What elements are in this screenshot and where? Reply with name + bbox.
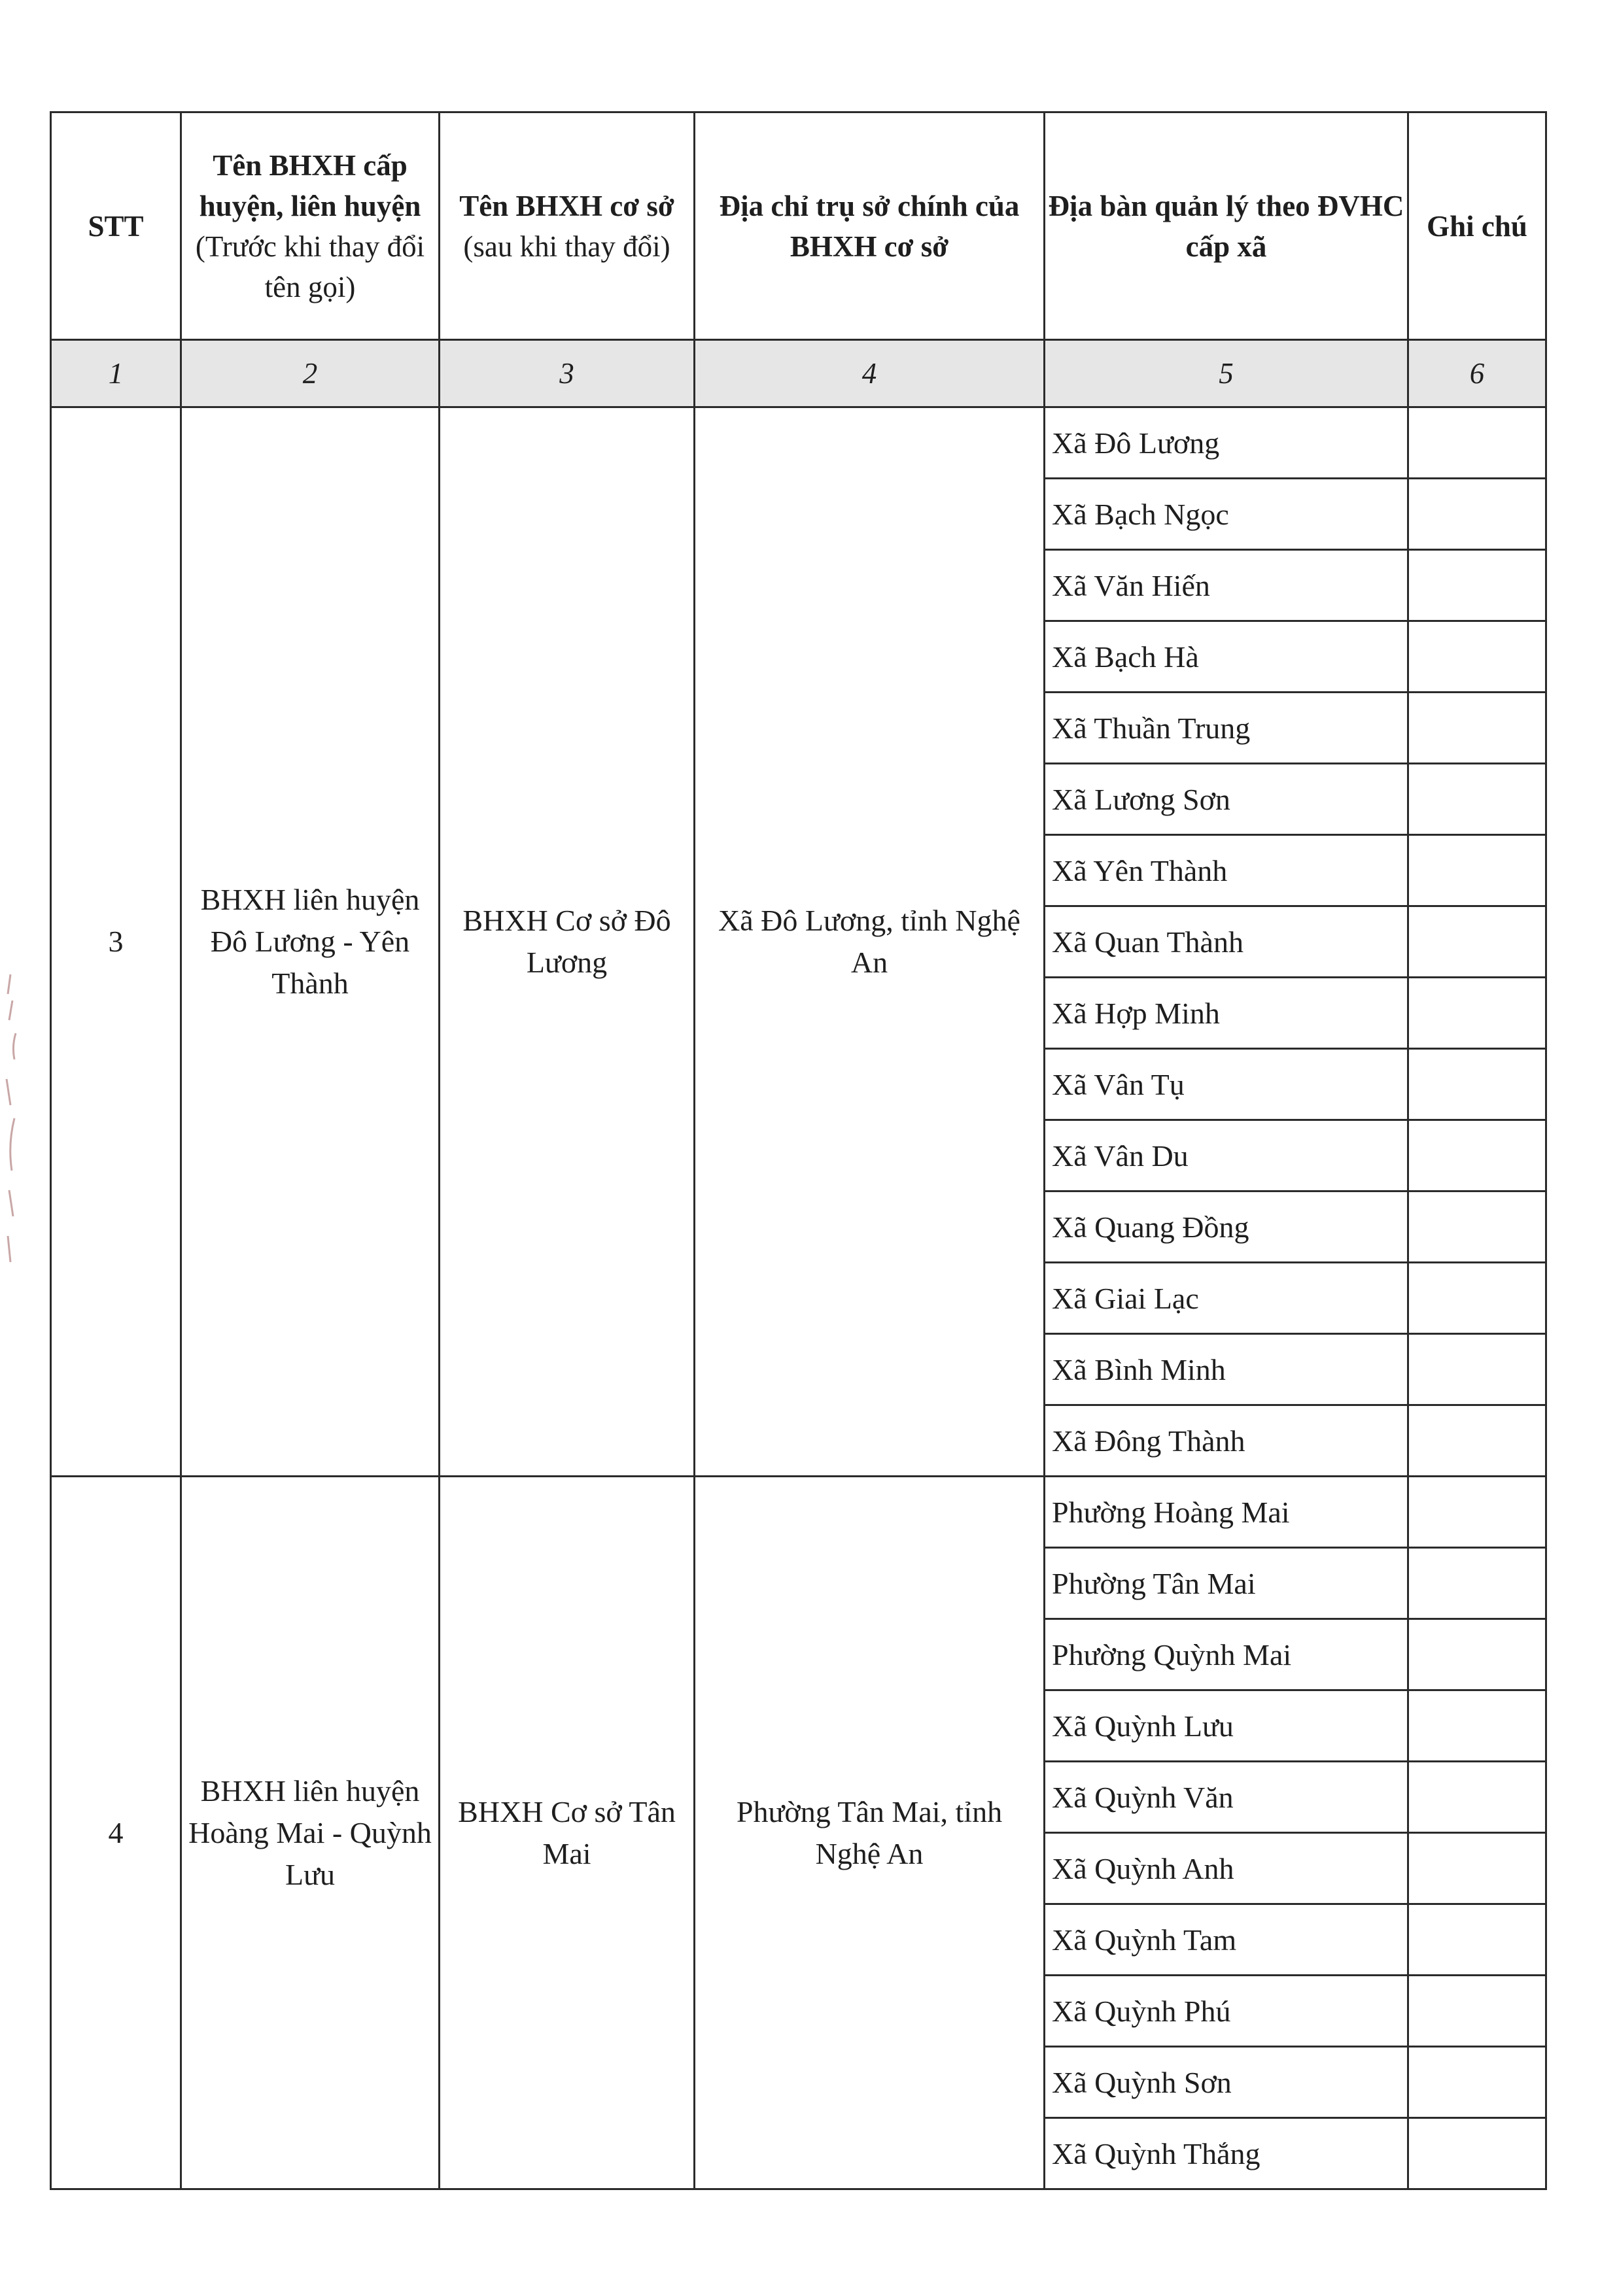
new-name-cell: BHXH Cơ sở Tân Mai — [440, 1477, 695, 2189]
ward-cell: Xã Bình Minh — [1045, 1334, 1408, 1405]
note-cell — [1408, 1263, 1546, 1334]
ward-cell: Xã Hợp Minh — [1045, 978, 1408, 1049]
column-number-row — [51, 340, 1546, 407]
new-name-cell: BHXH Cơ sở Đô Lương — [440, 407, 695, 1477]
note-cell — [1408, 1690, 1546, 1762]
stt-cell: 4 — [51, 1477, 181, 2189]
ward-cell: Xã Quỳnh Tam — [1045, 1904, 1408, 1976]
note-cell — [1408, 407, 1546, 479]
margin-stamp-mark — [3, 974, 29, 1262]
note-cell — [1408, 1049, 1546, 1120]
ward-cell: Xã Quan Thành — [1045, 906, 1408, 978]
ward-cell: Xã Quỳnh Phú — [1045, 1976, 1408, 2047]
note-cell — [1408, 479, 1546, 550]
note-cell — [1408, 1548, 1546, 1619]
column-number: 6 — [1408, 340, 1546, 407]
ward-cell: Xã Thuần Trung — [1045, 693, 1408, 764]
ward-cell: Xã Quỳnh Sơn — [1045, 2047, 1408, 2118]
admin-unit-table — [50, 111, 1547, 2190]
document-page — [50, 111, 1545, 2190]
ward-cell: Xã Đông Thành — [1045, 1405, 1408, 1477]
stt-cell: 3 — [51, 407, 181, 1477]
ward-cell: Phường Quỳnh Mai — [1045, 1619, 1408, 1690]
address-cell: Xã Đô Lương, tỉnh Nghệ An — [695, 407, 1045, 1477]
header-stt: STT — [51, 112, 181, 340]
column-number: 4 — [695, 340, 1045, 407]
header-old-name: Tên BHXH cấp huyện, liên huyện (Trước khi thay đổi tên gọi) — [181, 112, 440, 340]
note-cell — [1408, 906, 1546, 978]
column-number: 3 — [440, 340, 695, 407]
ward-cell: Xã Bạch Ngọc — [1045, 479, 1408, 550]
ward-cell: Xã Đô Lương — [1045, 407, 1408, 479]
note-cell — [1408, 1976, 1546, 2047]
ward-cell: Xã Bạch Hà — [1045, 621, 1408, 693]
note-cell — [1408, 978, 1546, 1049]
header-area: Địa bàn quản lý theo ĐVHC cấp xã — [1045, 112, 1408, 340]
ward-cell: Xã Lương Sơn — [1045, 764, 1408, 835]
ward-cell: Xã Quang Đồng — [1045, 1191, 1408, 1263]
note-cell — [1408, 1477, 1546, 1548]
column-number: 2 — [181, 340, 440, 407]
note-cell — [1408, 621, 1546, 693]
ward-cell: Xã Quỳnh Lưu — [1045, 1690, 1408, 1762]
note-cell — [1408, 2047, 1546, 2118]
ward-cell: Xã Giai Lạc — [1045, 1263, 1408, 1334]
note-cell — [1408, 1191, 1546, 1263]
note-cell — [1408, 693, 1546, 764]
note-cell — [1408, 1904, 1546, 1976]
note-cell — [1408, 1120, 1546, 1191]
header-new-name: Tên BHXH cơ sở (sau khi thay đổi) — [440, 112, 695, 340]
ward-cell: Xã Vân Tụ — [1045, 1049, 1408, 1120]
ward-cell: Xã Quỳnh Thắng — [1045, 2118, 1408, 2189]
table-row — [51, 407, 1546, 479]
note-cell — [1408, 550, 1546, 621]
note-cell — [1408, 2118, 1546, 2189]
column-number: 5 — [1045, 340, 1408, 407]
old-name-cell: BHXH liên huyện Hoàng Mai - Quỳnh Lưu — [181, 1477, 440, 2189]
ward-cell: Xã Quỳnh Văn — [1045, 1762, 1408, 1833]
header-address: Địa chỉ trụ sở chính của BHXH cơ sở — [695, 112, 1045, 340]
column-number: 1 — [51, 340, 181, 407]
note-cell — [1408, 1334, 1546, 1405]
ward-cell: Xã Văn Hiến — [1045, 550, 1408, 621]
note-cell — [1408, 1833, 1546, 1904]
header-row — [51, 112, 1546, 340]
old-name-cell: BHXH liên huyện Đô Lương - Yên Thành — [181, 407, 440, 1477]
ward-cell: Xã Yên Thành — [1045, 835, 1408, 906]
note-cell — [1408, 1405, 1546, 1477]
ward-cell: Xã Quỳnh Anh — [1045, 1833, 1408, 1904]
table-row — [51, 1477, 1546, 1548]
header-note: Ghi chú — [1408, 112, 1546, 340]
note-cell — [1408, 1619, 1546, 1690]
note-cell — [1408, 764, 1546, 835]
note-cell — [1408, 1762, 1546, 1833]
note-cell — [1408, 835, 1546, 906]
ward-cell: Phường Tân Mai — [1045, 1548, 1408, 1619]
ward-cell: Phường Hoàng Mai — [1045, 1477, 1408, 1548]
address-cell: Phường Tân Mai, tỉnh Nghệ An — [695, 1477, 1045, 2189]
ward-cell: Xã Vân Du — [1045, 1120, 1408, 1191]
